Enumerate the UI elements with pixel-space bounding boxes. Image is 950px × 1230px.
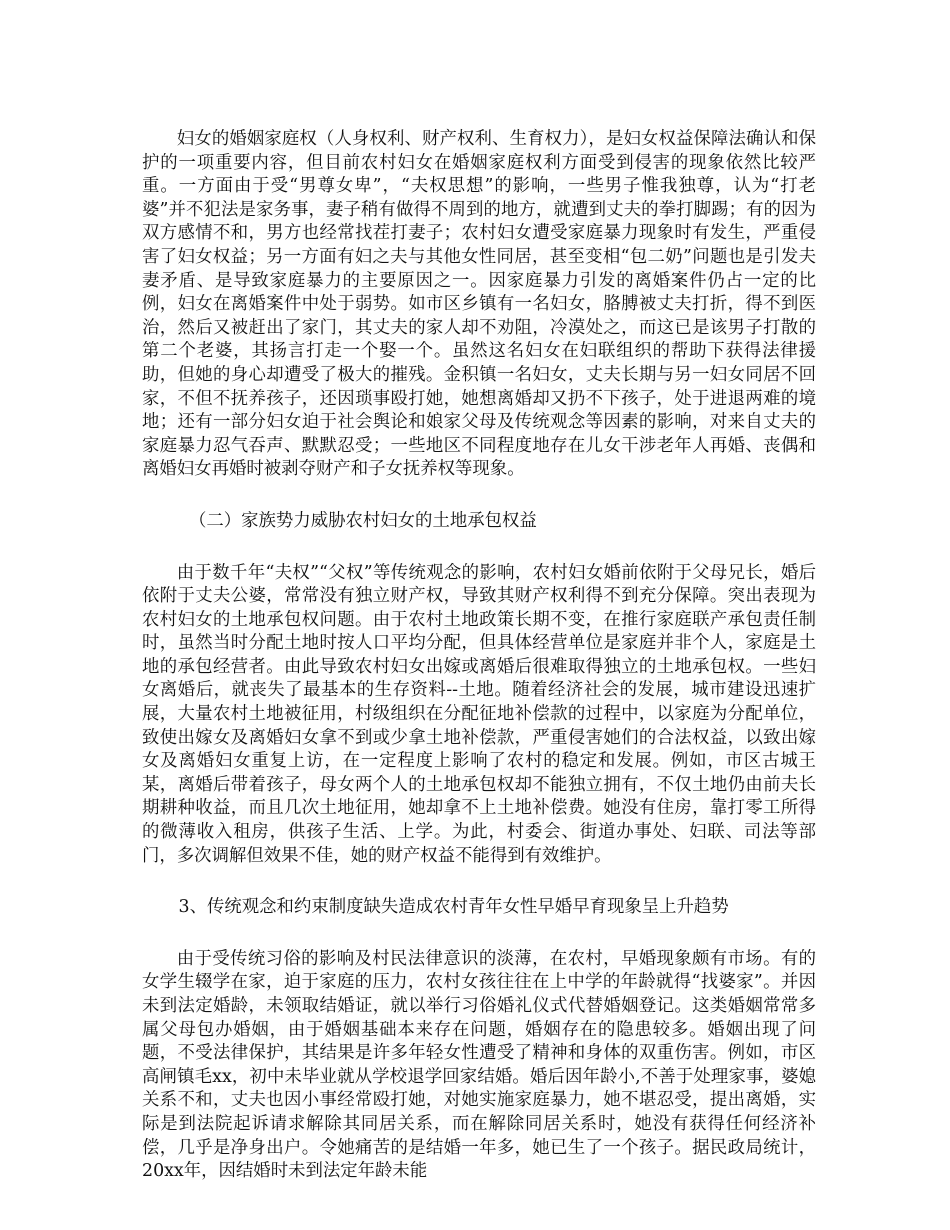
section-heading: 3、传统观念和约束制度缺失造成农村青年女性早婚早育现象呈上升趋势 [178, 897, 729, 918]
document-page [142, 128, 816, 1184]
section-heading: （二）家族势力威胁农村妇女的土地承包权益 [188, 510, 537, 531]
body-paragraph: 由于受传统习俗的影响及村民法律意识的淡薄，在农村，早婚现象颇有市场。有的女学生辍学在家，迫于家庭的压力，农村女孩往往在上中学的年龄就得“找婆家”。并因未到法定婚龄，未领取结婚证，就以举行习俗婚礼仪式代替婚姻登记。这类婚姻常常多属父母包办婚姻，由于婚姻基础本来存在问题，婚姻存在的隐患较多。婚姻出现了问题，不受法律保护，其结果是许多年轻女性遭受了精神和身体的双重伤害。例如，市区高闸镇毛xx，初中未毕业就从学校退学回家结婚。婚后因年龄小,不善于处理家事，婆媳关系不和，丈夫也因小事经常殴打她，对她实施家庭暴力，她不堪忍受，提出离婚，实际是到法院起诉请求解除其同居关系，而在解除同居关系时，她没有获得任何经济补偿，几乎是净身出户。令她痛苦的是结婚一年多，她已生了一个孩子。据民政局统计，20xx年，因结婚时未到法定年龄未能 [142, 948, 816, 1182]
body-paragraph: 妇女的婚姻家庭权（人身权利、财产权利、生育权力），是妇女权益保障法确认和保护的一项重要内容，但目前农村妇女在婚姻家庭权利方面受到侵害的现象依然比较严重。一方面由于受“男尊女卑”，“夫权思想”的影响，一些男子惟我独尊，认为“打老婆”并不犯法是家务事，妻子稍有做得不周到的地方，就遭到丈夫的拳打脚踢；有的因为双方感情不和，男方也经常找茬打妻子；农村妇女遭受家庭暴力现象时有发生，严重侵害了妇女权益；另一方面有妇之夫与其他女性同居，甚至变相“包二奶”问题也是引发夫妻矛盾、是导致家庭暴力的主要原因之一。因家庭暴力引发的离婚案件仍占一定的比例，妇女在离婚案件中处于弱势。如市区乡镇有一名妇女，胳膊被丈夫打折，得不到医治，然后又被赶出了家门，其丈夫的家人却不劝阻，冷漠处之，而这已是该男子打散的第二个老婆，其扬言打走一个娶一个。虽然这名妇女在妇联组织的帮助下获得法律援助，但她的身心却遭受了极大的摧残。金积镇一名妇女，丈夫长期与另一妇女同居不回家，不但不抚养孩子，还因琐事殴打她，她想离婚却又扔不下孩子，处于进退两难的境地；还有一部分妇女迫于社会舆论和娘家父母及传统观念等因素的影响，对来自丈夫的家庭暴力忍气吞声、默默忍受；一些地区不同程度地存在儿女干涉老年人再婚、丧偶和离婚妇女再婚时被剥夺财产和子女抚养权等现象。 [142, 129, 816, 480]
body-paragraph: 由于数千年“夫权”“父权”等传统观念的影响，农村妇女婚前依附于父母兄长，婚后依附于丈夫公婆，常常没有独立财产权，导致其财产权利得不到充分保障。突出表现为农村妇女的土地承包权问题。由于农村土地政策长期不变，在推行家庭联产承包责任制时，虽然当时分配土地时按人口平均分配，但具体经营单位是家庭并非个人，家庭是土地的承包经营者。由此导致农村妇女出嫁或离婚后很难取得独立的土地承包权。一些妇女离婚后，就丧失了最基本的生存资料--土地。随着经济社会的发展，城市建设迅速扩展，大量农村土地被征用，村级组织在分配征地补偿款的过程中，以家庭为分配单位，致使出嫁女及离婚妇女拿不到或少拿土地补偿款，严重侵害她们的合法权益，以致出嫁女及离婚妇女重复上访，在一定程度上影响了农村的稳定和发展。例如，市区古城王某，离婚后带着孩子，母女两个人的土地承包权却不能独立拥有，不仅土地仍由前夫长期耕种收益，而且几次土地征用，她却拿不上土地补偿费。她没有住房，靠打零工所得的微薄收入租房，供孩子生活、上学。为此，村委会、街道办事处、妇联、司法等部门，多次调解但效果不佳，她的财产权益不能得到有效维护。 [142, 562, 816, 866]
